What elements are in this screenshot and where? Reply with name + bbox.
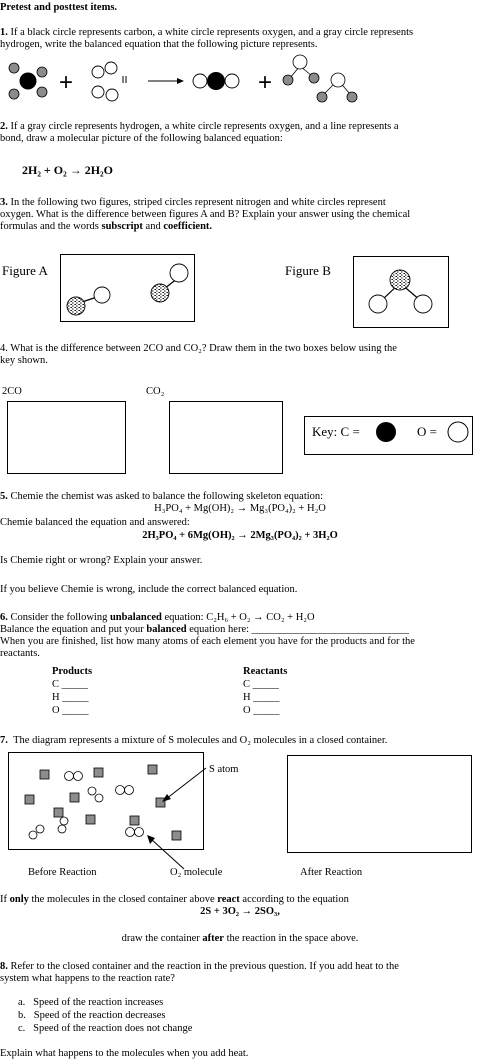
q5-skeleton-equation: H₃PO₄ + Mg(OH)₂ → Mg₃(PO₄)₂ + H₂O xyxy=(154,503,326,514)
key-oxygen-circle xyxy=(448,422,468,442)
figure-a-molecules xyxy=(60,254,200,324)
label-2co: 2CO xyxy=(2,386,22,397)
q8-option-c[interactable]: c. Speed of the reaction does not change xyxy=(18,1023,193,1034)
reactants-row-o: O _____ xyxy=(243,705,280,716)
key-symbols xyxy=(304,416,474,456)
q6-line3: When you are finished, list how many atoms of each element you have for the products and for the xyxy=(0,636,415,647)
q3-line3: formulas and the words subscript and coefficient. xyxy=(0,221,213,232)
key-carbon-circle xyxy=(376,422,396,442)
reactants-row-c: C _____ xyxy=(243,679,279,690)
q6-line4: reactants. xyxy=(0,648,40,659)
q5-line2: Chemie balanced the equation and answered: xyxy=(0,517,190,528)
q7-draw-instruction: draw the container after the reaction in the space above. xyxy=(121,933,359,944)
water-molecules xyxy=(283,55,357,102)
q7-line1: 7. The diagram represents a mixture of S molecules and O₂ molecules in a closed container. xyxy=(0,735,388,746)
after-reaction-label: After Reaction xyxy=(300,867,363,878)
q8-line1: 8. Refer to the closed container and the reaction in the previous question. If you add heat to the xyxy=(0,961,399,972)
q6-line2: Balance the equation and put your balanced equation here: ______________________________ xyxy=(0,624,410,635)
key-label-o: O = xyxy=(417,424,437,439)
o2-molecules xyxy=(92,62,126,101)
s-atoms xyxy=(25,765,181,840)
q3-line2: oxygen. What is the difference between figures A and B? Explain your answer using the chemical xyxy=(0,209,411,220)
s-atom-label: S atom xyxy=(209,764,239,775)
draw-box-2co[interactable] xyxy=(7,401,126,474)
reactants-row-h: H _____ xyxy=(243,692,280,703)
q5-line1: 5. Chemie the chemist was asked to balance the following skeleton equation: xyxy=(0,491,324,502)
q8-option-a[interactable]: a. Speed of the reaction increases xyxy=(18,997,164,1008)
figure-a-label: Figure A xyxy=(2,263,48,278)
q2-line1: 2. If a gray circle represents hydrogen, a white circle represents oxygen, and a line represents a xyxy=(0,121,399,132)
figure-b-molecule xyxy=(353,256,453,326)
reactants-header: Reactants xyxy=(243,666,288,677)
q2-equation: 2H₂ + O₂ → 2H₂O xyxy=(22,163,113,177)
q1-line2: hydrogen, write the balanced equation that the following picture represents. xyxy=(0,39,318,50)
figure-b-label: Figure B xyxy=(285,263,331,278)
q6-line1: 6. Consider the following unbalanced equation: C₂H₆ + O₂ → CO₂ + H₂O xyxy=(0,612,315,623)
q8-line3: Explain what happens to the molecules when you add heat. xyxy=(0,1048,249,1059)
q5-line3: Is Chemie right or wrong? Explain your answer. xyxy=(0,555,203,566)
plus-sign: + xyxy=(59,69,74,96)
svg-text:+: + xyxy=(258,69,273,96)
before-reaction-label: Before Reaction xyxy=(28,867,97,878)
o2-molecules-mixture xyxy=(29,772,144,840)
methane-molecule xyxy=(9,63,47,99)
products-row-h: H _____ xyxy=(52,692,89,703)
draw-box-co2[interactable] xyxy=(169,401,283,474)
products-row-o: O _____ xyxy=(52,705,89,716)
label-co2: CO₂ xyxy=(146,386,165,397)
q5-answer-equation: 2H₃PO₄ + 6Mg(OH)₂ → 2Mg₃(PO₄)₂ + 3H₂O xyxy=(142,530,338,541)
key-label-c: Key: C = xyxy=(312,424,360,439)
q1-molecule-picture xyxy=(0,52,480,112)
q7-instruction: If only the molecules in the closed container above react according to the equation xyxy=(0,894,349,905)
q2-line2: bond, draw a molecular picture of the following balanced equation: xyxy=(0,133,283,144)
q4-line2: key shown. xyxy=(0,355,48,366)
products-row-c: C _____ xyxy=(52,679,88,690)
q8-option-b[interactable]: b. Speed of the reaction decreases xyxy=(18,1010,166,1021)
page-title: Pretest and posttest items. xyxy=(0,2,118,13)
o2-molecule-label: O₂ molecule xyxy=(170,867,223,878)
q8-line2: system what happens to the reaction rate? xyxy=(0,973,175,984)
q5-line4: If you believe Chemie is wrong, include the correct balanced equation. xyxy=(0,584,298,595)
after-reaction-container[interactable] xyxy=(287,755,472,853)
q4-line1: 4. What is the difference between 2CO and CO₂? Draw them in the two boxes below using the xyxy=(0,343,397,354)
co2-molecule xyxy=(193,72,239,90)
products-header: Products xyxy=(52,666,93,677)
q3-line1: 3. In the following two figures, striped circles represent nitrogen and white circles represent xyxy=(0,197,386,208)
q1-line1: 1. If a black circle represents carbon, a white circle represents oxygen, and a gray circle represents xyxy=(0,27,414,38)
q7-equation: 2S + 3O₂ → 2SO₃, xyxy=(200,906,280,917)
